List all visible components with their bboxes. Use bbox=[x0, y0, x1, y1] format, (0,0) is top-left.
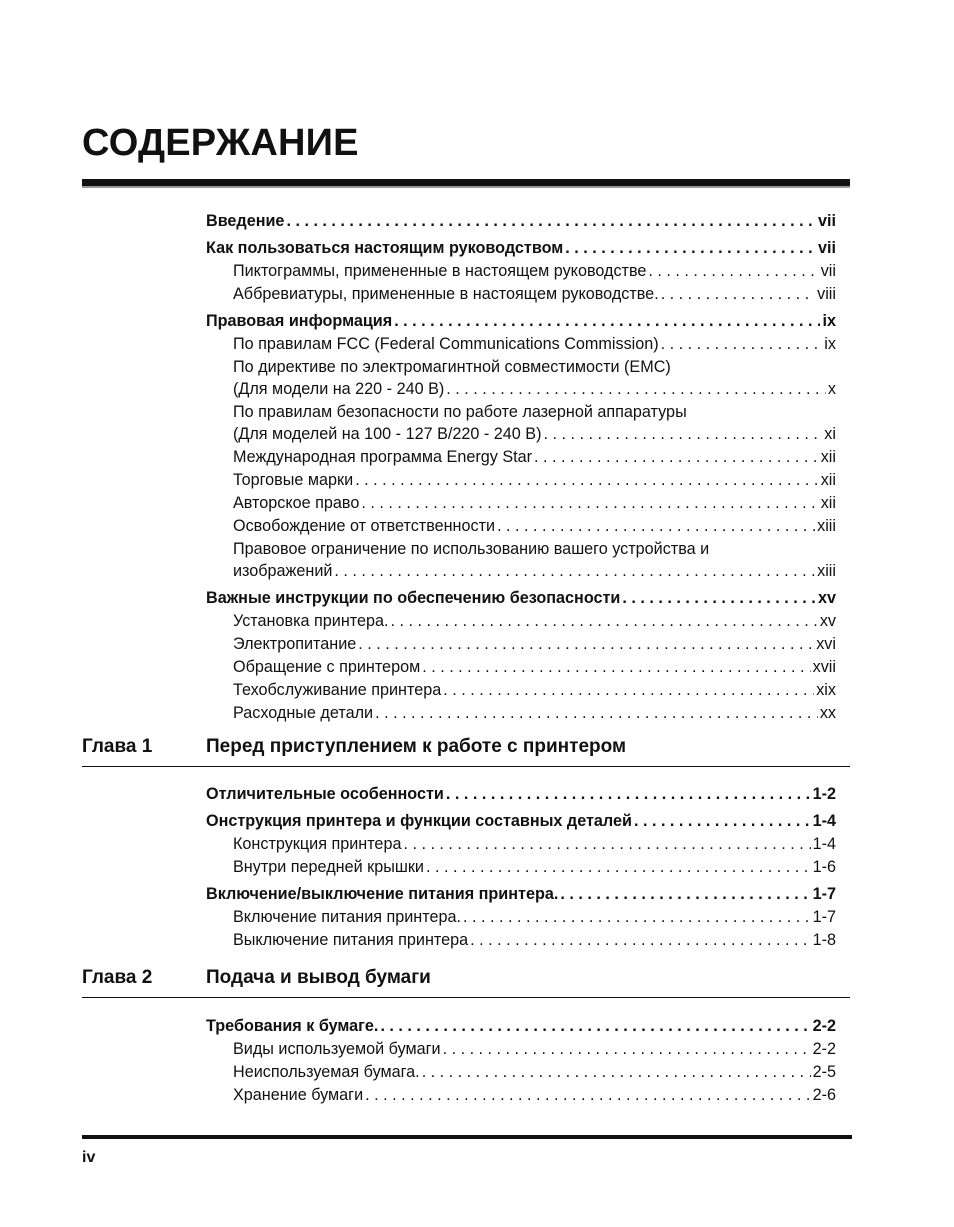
toc-page-number: 2-2 bbox=[812, 1040, 836, 1058]
chapter-rule bbox=[82, 997, 850, 998]
toc-intro-section bbox=[206, 210, 836, 725]
chapter-rule bbox=[82, 766, 850, 767]
toc-subsection-entry[interactable] bbox=[206, 260, 836, 283]
toc-entry-label: Выключение питания принтера bbox=[233, 931, 469, 949]
dot-leader bbox=[622, 587, 816, 610]
toc-entry-label: Освобождение от ответственности bbox=[233, 517, 496, 535]
toc-entry-line[interactable]: По директиве по электромагинтной совместимости (EMC) bbox=[233, 358, 671, 376]
toc-subsection-entry[interactable] bbox=[206, 378, 836, 401]
toc-section-entry[interactable] bbox=[206, 587, 836, 610]
toc-page-number: xv bbox=[819, 612, 836, 630]
chapter-number: Глава 2 bbox=[82, 967, 153, 988]
dot-leader bbox=[422, 656, 810, 679]
toc-entry-label: Техобслуживание принтера bbox=[233, 681, 442, 699]
toc-subsection-entry[interactable] bbox=[206, 856, 836, 879]
toc-subsection-entry[interactable] bbox=[206, 1084, 836, 1107]
toc-page-number: 1-7 bbox=[812, 908, 836, 926]
toc-entry-label: изображений bbox=[233, 562, 333, 580]
dot-leader bbox=[403, 833, 810, 856]
toc-page-number: 2-6 bbox=[812, 1086, 836, 1104]
toc-entry-label: Онструкция принтера и функции составных деталей bbox=[206, 812, 632, 830]
toc-subsection-entry[interactable] bbox=[206, 679, 836, 702]
toc-entry-label: Установка принтера. bbox=[233, 612, 389, 630]
toc-page-number: 1-6 bbox=[812, 858, 836, 876]
dot-leader bbox=[394, 310, 820, 333]
dot-leader bbox=[470, 929, 810, 952]
toc-subsection-entry[interactable] bbox=[206, 492, 836, 515]
toc-entry-label: (Для модели на 220 - 240 В) bbox=[233, 380, 445, 398]
footer-rule bbox=[82, 1135, 852, 1139]
toc-chapter-1-section bbox=[206, 783, 836, 952]
dot-leader bbox=[380, 1015, 810, 1038]
dot-leader bbox=[648, 260, 818, 283]
dot-leader bbox=[446, 783, 811, 806]
dot-leader bbox=[375, 702, 818, 725]
toc-chapter-2-section bbox=[206, 1015, 836, 1107]
toc-page-number: xvi bbox=[816, 635, 836, 653]
toc-page-number: ix bbox=[824, 335, 836, 353]
toc-entry-label: Введение bbox=[206, 212, 285, 230]
toc-entry-label: Виды используемой бумаги bbox=[233, 1040, 441, 1058]
toc-entry-label: Как пользоваться настоящим руководством bbox=[206, 239, 564, 257]
toc-subsection-entry[interactable] bbox=[206, 469, 836, 492]
toc-subsection-entry[interactable] bbox=[206, 929, 836, 952]
dot-leader bbox=[446, 378, 826, 401]
dot-leader bbox=[361, 492, 818, 515]
title-rule bbox=[82, 179, 850, 186]
toc-subsection-entry[interactable] bbox=[206, 1038, 836, 1061]
toc-page-number: 1-2 bbox=[812, 785, 836, 803]
dot-leader bbox=[463, 906, 811, 929]
toc-entry-label: (Для моделей на 100 - 127 В/220 - 240 В) bbox=[233, 425, 542, 443]
toc-entry-label: Международная программа Energy Star bbox=[233, 448, 533, 466]
toc-subsection-entry[interactable] bbox=[206, 560, 836, 583]
toc-page-number: xiii bbox=[817, 562, 836, 580]
toc-page-number: 1-4 bbox=[812, 812, 836, 830]
toc-page-number: ix bbox=[822, 312, 836, 330]
toc-subsection-entry[interactable] bbox=[206, 633, 836, 656]
toc-entry-label: Расходные детали bbox=[233, 704, 374, 722]
toc-entry-label: Включение питания принтера. bbox=[233, 908, 461, 926]
toc-page-number: 1-4 bbox=[812, 835, 836, 853]
toc-page-number: xx bbox=[819, 704, 836, 722]
toc-section-entry[interactable] bbox=[206, 237, 836, 260]
toc-entry-label: Важные инструкции по обеспечению безопасности bbox=[206, 589, 621, 607]
toc-subsection-entry[interactable] bbox=[206, 906, 836, 929]
dot-leader bbox=[443, 1038, 811, 1061]
toc-entry-label: Требования к бумаге. bbox=[206, 1017, 379, 1035]
toc-page-number: vii bbox=[818, 212, 836, 230]
toc-section-entry[interactable] bbox=[206, 810, 836, 833]
toc-page-number: xi bbox=[824, 425, 836, 443]
dot-leader bbox=[543, 423, 822, 446]
toc-page-number: xv bbox=[817, 589, 836, 607]
dot-leader bbox=[286, 210, 816, 233]
toc-entry-label: Аббревиатуры, примененные в настоящем руководстве. bbox=[233, 285, 659, 303]
toc-page-number: viii bbox=[817, 285, 836, 303]
toc-entry-label: Хранение бумаги bbox=[233, 1086, 364, 1104]
toc-subsection-entry[interactable] bbox=[206, 610, 836, 633]
dot-leader bbox=[634, 810, 811, 833]
toc-page-number: vii bbox=[818, 239, 836, 257]
dot-leader bbox=[422, 1061, 811, 1084]
toc-subsection-entry[interactable] bbox=[206, 702, 836, 725]
toc-entry-label: Правовая информация bbox=[206, 312, 393, 330]
toc-page-number: x bbox=[827, 380, 836, 398]
toc-subsection-entry[interactable] bbox=[206, 656, 836, 679]
toc-page-number: xii bbox=[820, 448, 836, 466]
toc-page-number: 1-8 bbox=[812, 931, 836, 949]
toc-entry-label: Конструкция принтера bbox=[233, 835, 402, 853]
dot-leader bbox=[565, 237, 816, 260]
toc-entry-label: Неиспользуемая бумага. bbox=[233, 1063, 420, 1081]
toc-entry-label: Внутри передней крышки bbox=[233, 858, 424, 876]
toc-entry-label: Пиктограммы, примененные в настоящем руководстве bbox=[233, 262, 647, 280]
chapter-number: Глава 1 bbox=[82, 736, 153, 757]
toc-subsection-entry[interactable] bbox=[206, 423, 836, 446]
toc-section-entry[interactable] bbox=[206, 1015, 836, 1038]
toc-subsection-entry[interactable] bbox=[206, 833, 836, 856]
title-rule-shadow bbox=[82, 186, 850, 188]
toc-page-number: 1-7 bbox=[812, 885, 836, 903]
toc-entry-label: Торговые марки bbox=[233, 471, 354, 489]
toc-page-number: xix bbox=[816, 681, 836, 699]
dot-leader bbox=[391, 610, 818, 633]
toc-subsection-entry[interactable] bbox=[206, 515, 836, 538]
toc-entry-label: По правилам FCC (Federal Communications Commission) bbox=[233, 335, 659, 353]
toc-section-entry[interactable] bbox=[206, 783, 836, 806]
toc-subsection-entry[interactable] bbox=[206, 283, 836, 306]
dot-leader bbox=[365, 1084, 810, 1107]
toc-page-number: xvii bbox=[812, 658, 836, 676]
toc-page-number: vii bbox=[820, 262, 836, 280]
dot-leader bbox=[534, 446, 819, 469]
dot-leader bbox=[560, 883, 810, 906]
toc-subsection-entry[interactable] bbox=[206, 1061, 836, 1084]
dot-leader bbox=[334, 560, 815, 583]
dot-leader bbox=[661, 333, 823, 356]
toc-page-number: 2-2 bbox=[812, 1017, 836, 1035]
dot-leader bbox=[661, 283, 815, 306]
toc-page-number: xii bbox=[820, 494, 836, 512]
toc-entry-label: Электропитание bbox=[233, 635, 357, 653]
toc-entry-label: Включение/выключение питания принтера. bbox=[206, 885, 559, 903]
toc-entry-line[interactable]: По правилам безопасности по работе лазерной аппаратуры bbox=[233, 403, 687, 421]
chapter-title[interactable]: Перед приступлением к работе с принтером bbox=[206, 736, 627, 757]
toc-page-number: 2-5 bbox=[812, 1063, 836, 1081]
dot-leader bbox=[426, 856, 811, 879]
toc-section-entry[interactable] bbox=[206, 210, 836, 233]
toc-section-entry[interactable] bbox=[206, 310, 836, 333]
toc-entry-label: Отличительные особенности bbox=[206, 785, 444, 803]
toc-page-number: xiii bbox=[817, 517, 836, 535]
page-number: iv bbox=[82, 1149, 96, 1166]
page-title: СОДЕРЖАНИЕ bbox=[82, 122, 359, 164]
dot-leader bbox=[355, 469, 819, 492]
toc-page-number: xii bbox=[820, 471, 836, 489]
chapter-title[interactable]: Подача и вывод бумаги bbox=[206, 967, 431, 988]
toc-section-entry[interactable] bbox=[206, 883, 836, 906]
toc-entry-label: Авторское право bbox=[233, 494, 360, 512]
toc-subsection-entry[interactable] bbox=[206, 333, 836, 356]
dot-leader bbox=[497, 515, 815, 538]
dot-leader bbox=[443, 679, 814, 702]
toc-entry-label: Обращение с принтером bbox=[233, 658, 421, 676]
dot-leader bbox=[358, 633, 814, 656]
toc-entry-line[interactable]: Правовое ограничение по использованию вашего устройства и bbox=[233, 540, 710, 558]
toc-subsection-entry[interactable] bbox=[206, 446, 836, 469]
